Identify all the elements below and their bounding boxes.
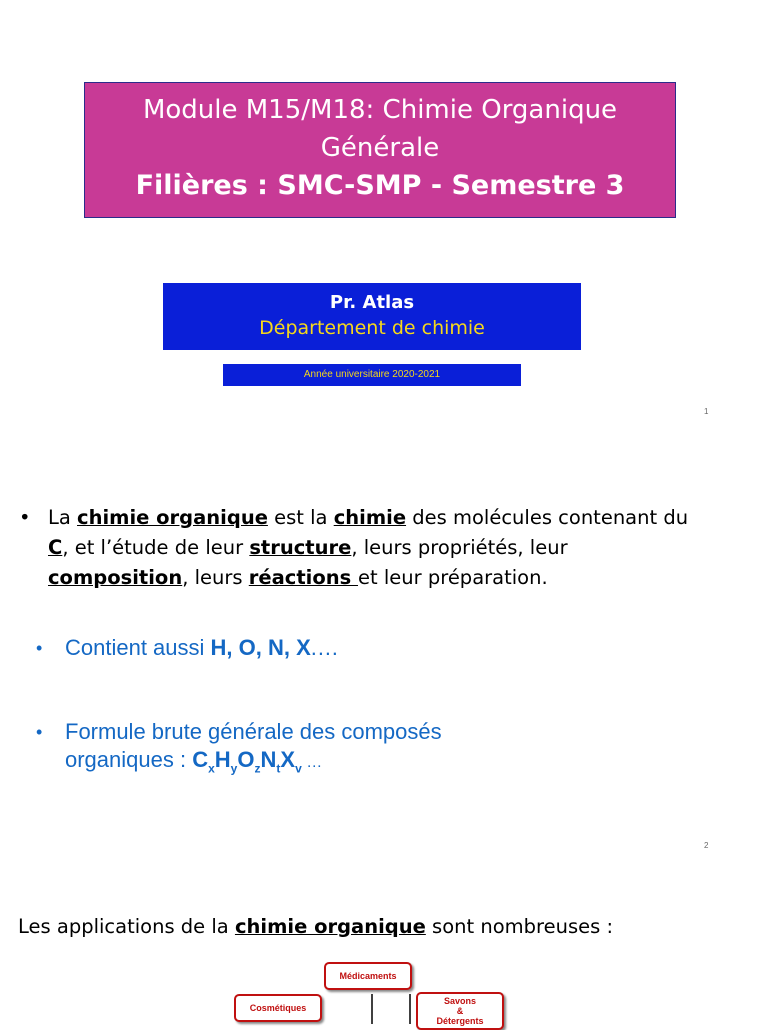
formula-element: O <box>237 747 255 772</box>
formula-element: X <box>280 747 296 772</box>
title-line-1: Module M15/M18: Chimie Organique <box>142 95 618 125</box>
box-savons-detergents <box>416 992 504 1030</box>
academic-year: Année universitaire 2020-2021 <box>223 364 521 386</box>
definition-paragraph <box>19 503 712 593</box>
bullet-dot: • <box>19 506 31 529</box>
keyword-chimie-organique: chimie organique <box>234 915 426 938</box>
keyword-chimie: chimie <box>333 506 407 529</box>
keyword-reactions: réactions <box>248 566 359 589</box>
text-segment: Les applications de la <box>18 915 235 938</box>
title-box <box>84 82 676 218</box>
box-medicaments: Médicaments <box>324 962 412 990</box>
professor-box <box>163 283 581 350</box>
general-formula <box>192 747 302 776</box>
formula-element: H <box>214 747 231 772</box>
formula-subscript: y <box>230 761 238 776</box>
text-segment: , leurs propriétés, leur <box>351 536 568 559</box>
formula-subscript: z <box>254 761 261 776</box>
text-segment: organiques : <box>65 747 193 772</box>
department-name: Département de chimie <box>259 317 485 339</box>
title-line-2: Générale <box>320 133 440 163</box>
professor-name: Pr. Atlas <box>329 292 415 313</box>
formula-subscript: t <box>276 761 281 776</box>
page-number-2: 2 <box>704 841 709 850</box>
text-segment: des molécules contenant du <box>406 506 689 529</box>
applications-intro <box>18 913 613 941</box>
box-cosmetiques: Cosmétiques <box>234 994 322 1022</box>
text-segment: .… <box>310 635 339 660</box>
page-number-1: 1 <box>704 407 709 416</box>
text-segment: , leurs <box>182 566 249 589</box>
keyword-structure: structure <box>249 536 352 559</box>
formula-subscript: v <box>295 761 302 776</box>
title-line-3: Filières : SMC-SMP - Semestre 3 <box>135 170 625 201</box>
elements-list: H, O, N, X <box>210 635 311 660</box>
text-segment: La <box>48 506 78 529</box>
formula-element: C <box>192 747 209 772</box>
box-label: Savons <box>443 996 476 1006</box>
text-segment: , et l’étude de leur <box>62 536 250 559</box>
text-segment: … <box>301 754 323 771</box>
formula-subscript: x <box>208 761 215 776</box>
box-label: Détergents <box>436 1016 484 1026</box>
applications-diagram <box>190 952 750 1024</box>
bullet-dot: • <box>36 722 43 742</box>
bullet-dot: • <box>36 638 43 658</box>
bullet-elements <box>36 634 596 662</box>
bullet-formula <box>36 718 596 782</box>
text-segment: et leur préparation. <box>358 566 548 589</box>
keyword-carbon: C <box>48 536 63 559</box>
text-segment: Contient aussi <box>65 635 211 660</box>
box-label: & <box>456 1006 464 1016</box>
text-segment: Formule brute générale des composés <box>65 719 442 744</box>
formula-element: N <box>260 747 277 772</box>
keyword-chimie-organique: chimie organique <box>77 506 268 529</box>
text-segment: est la <box>267 506 334 529</box>
text-segment: sont nombreuses : <box>425 915 614 938</box>
keyword-composition: composition <box>48 566 183 589</box>
